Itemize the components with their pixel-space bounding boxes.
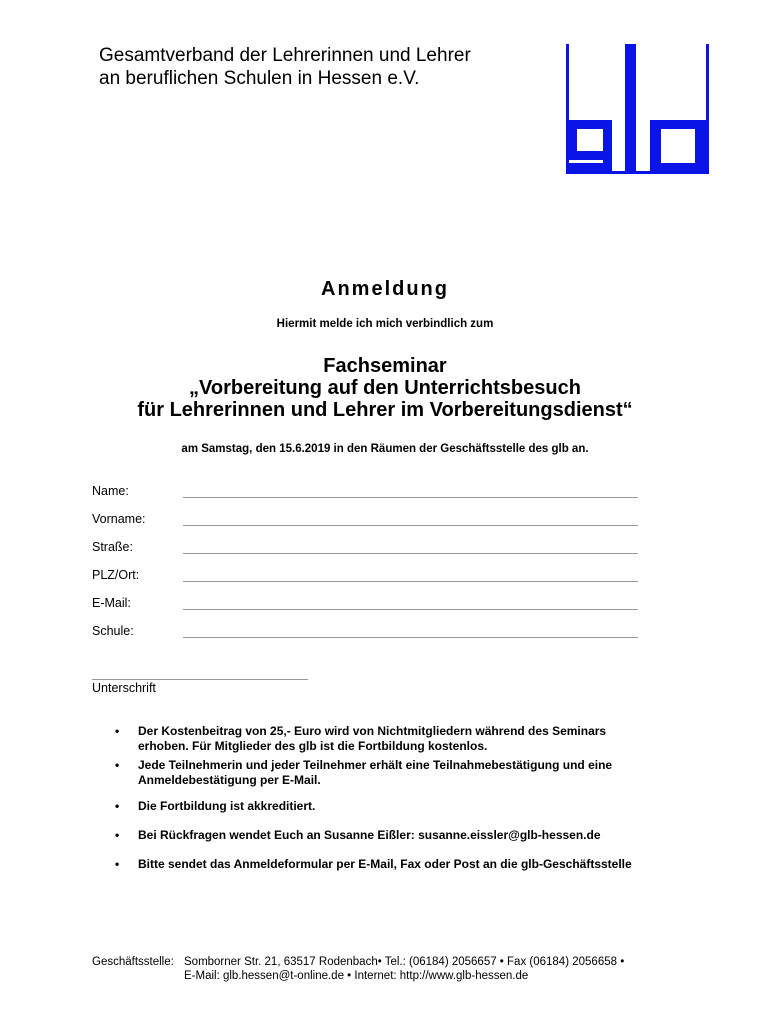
- intro-text: Hiermit melde ich mich verbindlich zum: [276, 318, 494, 330]
- plz-ort-input-line[interactable]: [183, 581, 638, 582]
- organization-name: [99, 44, 471, 90]
- bullet-icon: •: [115, 799, 120, 813]
- seminar-title: [0, 355, 770, 421]
- bullet-icon: •: [115, 857, 120, 871]
- strasse-label: Straße:: [92, 540, 133, 554]
- vorname-label: Vorname:: [92, 512, 146, 526]
- footer-label: Geschäftsstelle:: [92, 956, 174, 968]
- bullet-icon: •: [115, 758, 120, 772]
- list-item-line1: Bitte sendet das Anmeldeformular per E-Mail, Fax oder Post an die glb-Geschäftsstelle: [138, 857, 632, 871]
- seminar-title-line1: Fachseminar: [323, 355, 447, 377]
- list-item-line1: Die Fortbildung ist akkreditiert.: [138, 799, 316, 813]
- list-item-line1: Jede Teilnehmerin und jeder Teilnehmer erhält eine Teilnahmebestätigung und eine: [138, 758, 613, 772]
- organization-name-line2: an beruflichen Schulen in Hessen e.V.: [99, 68, 420, 89]
- plz-ort-label: PLZ/Ort:: [92, 568, 140, 582]
- list-item-line2: Anmeldebestätigung per E-Mail.: [138, 773, 321, 787]
- email-field[interactable]: [92, 596, 652, 612]
- seminar-title-line2: „Vorbereitung auf den Unterrichtsbesuch: [189, 377, 581, 399]
- plz-ort-field[interactable]: [92, 568, 652, 584]
- list-item-line1: Der Kostenbeitrag von 25,- Euro wird von Nichtmitgliedern während des Seminars: [138, 724, 607, 738]
- schule-field[interactable]: [92, 624, 652, 640]
- signature-label: Unterschrift: [92, 681, 156, 695]
- footer-address: Somborner Str. 21, 63517 Rodenbach• Tel.: (06184) 2056657 • Fax (06184) 2056658 •: [184, 956, 625, 968]
- footer-contact: E-Mail: glb.hessen@t-online.de • Internet: http://www.glb-hessen.de: [184, 970, 529, 982]
- bullet-icon: •: [115, 724, 120, 738]
- strasse-input-line[interactable]: [183, 553, 638, 554]
- organization-name-line1: Gesamtverband der Lehrerinnen und Lehrer: [99, 45, 471, 66]
- name-input-line[interactable]: [183, 497, 638, 498]
- email-label: E-Mail:: [92, 596, 131, 610]
- signature-line[interactable]: [92, 679, 308, 680]
- list-item-line1: Bei Rückfragen wendet Euch an Susanne Eißler: susanne.eissler@glb-hessen.de: [138, 828, 601, 842]
- schule-input-line[interactable]: [183, 637, 638, 638]
- list-item-line2: erhoben. Für Mitglieder des glb ist die Fortbildung kostenlos.: [138, 739, 488, 753]
- date-line: am Samstag, den 15.6.2019 in den Räumen der Geschäftsstelle des glb an.: [181, 443, 589, 455]
- name-field[interactable]: [92, 484, 652, 500]
- seminar-title-line3: für Lehrerinnen und Lehrer im Vorbereitungsdienst“: [137, 399, 633, 421]
- email-input-line[interactable]: [183, 609, 638, 610]
- schule-label: Schule:: [92, 624, 134, 638]
- strasse-field[interactable]: [92, 540, 652, 556]
- form-title: Anmeldung: [321, 278, 449, 300]
- bullet-icon: •: [115, 828, 120, 842]
- name-label: Name:: [92, 484, 129, 498]
- vorname-field[interactable]: [92, 512, 652, 528]
- glb-logo: [566, 44, 709, 174]
- vorname-input-line[interactable]: [183, 525, 638, 526]
